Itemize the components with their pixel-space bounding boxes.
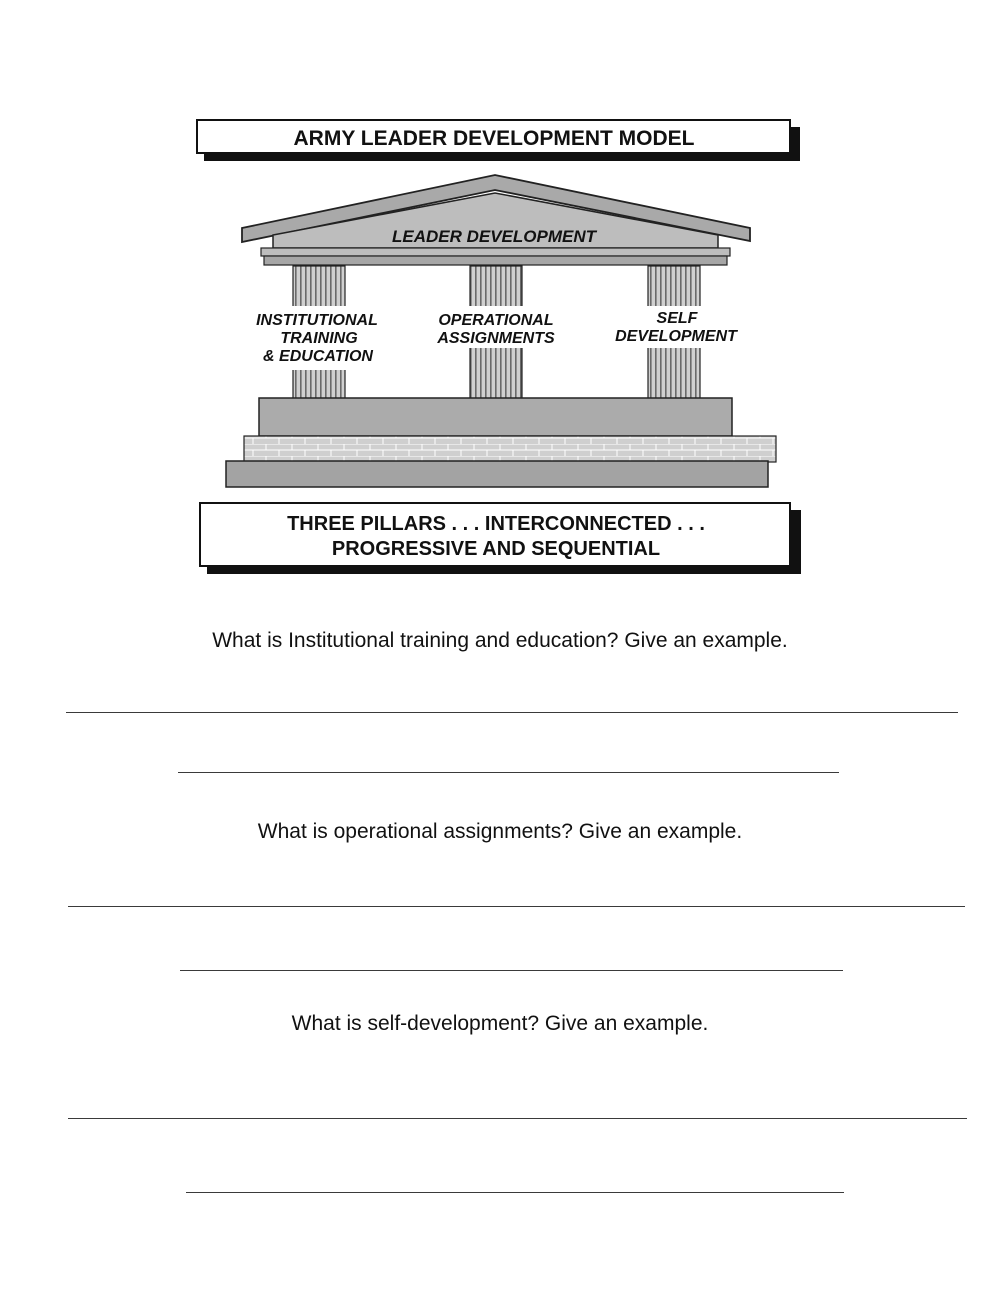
footer-line: THREE PILLARS . . . INTERCONNECTED . . . (287, 513, 705, 535)
answer-line[interactable] (186, 1192, 844, 1193)
footer-line: PROGRESSIVE AND SEQUENTIAL (331, 538, 661, 560)
answer-line[interactable] (180, 970, 843, 971)
pillar-label-line: OPERATIONAL (438, 312, 554, 329)
pillar-label-line: & EDUCATION (263, 348, 373, 365)
pillar-label-line: TRAINING (280, 330, 358, 347)
answer-line[interactable] (68, 1118, 967, 1119)
pillar-label-line: ASSIGNMENTS (437, 330, 555, 347)
question-1: What is Institutional training and education? Give an example. (212, 629, 788, 652)
pillar-label-operational (436, 312, 555, 347)
pillar-label-line: DEVELOPMENT (615, 328, 737, 345)
answer-line[interactable] (66, 712, 958, 713)
question-2: What is operational assignments? Give an example. (257, 820, 743, 843)
diagram-footer-box (200, 503, 801, 574)
pillar-label-line: INSTITUTIONAL (256, 312, 378, 329)
roof-label: LEADER DEVELOPMENT (391, 227, 597, 246)
diagram-title: ARMY LEADER DEVELOPMENT MODEL (293, 127, 695, 150)
question-3: What is self-development? Give an example. (291, 1012, 709, 1035)
diagram-title-box (197, 120, 800, 161)
answer-line[interactable] (178, 772, 839, 773)
army-leader-development-diagram (0, 0, 1000, 600)
temple-pillars (240, 266, 750, 400)
answer-line[interactable] (68, 906, 965, 907)
temple-base (226, 398, 776, 487)
temple-roof (242, 175, 750, 265)
pillar-label-line: SELF (656, 310, 698, 327)
